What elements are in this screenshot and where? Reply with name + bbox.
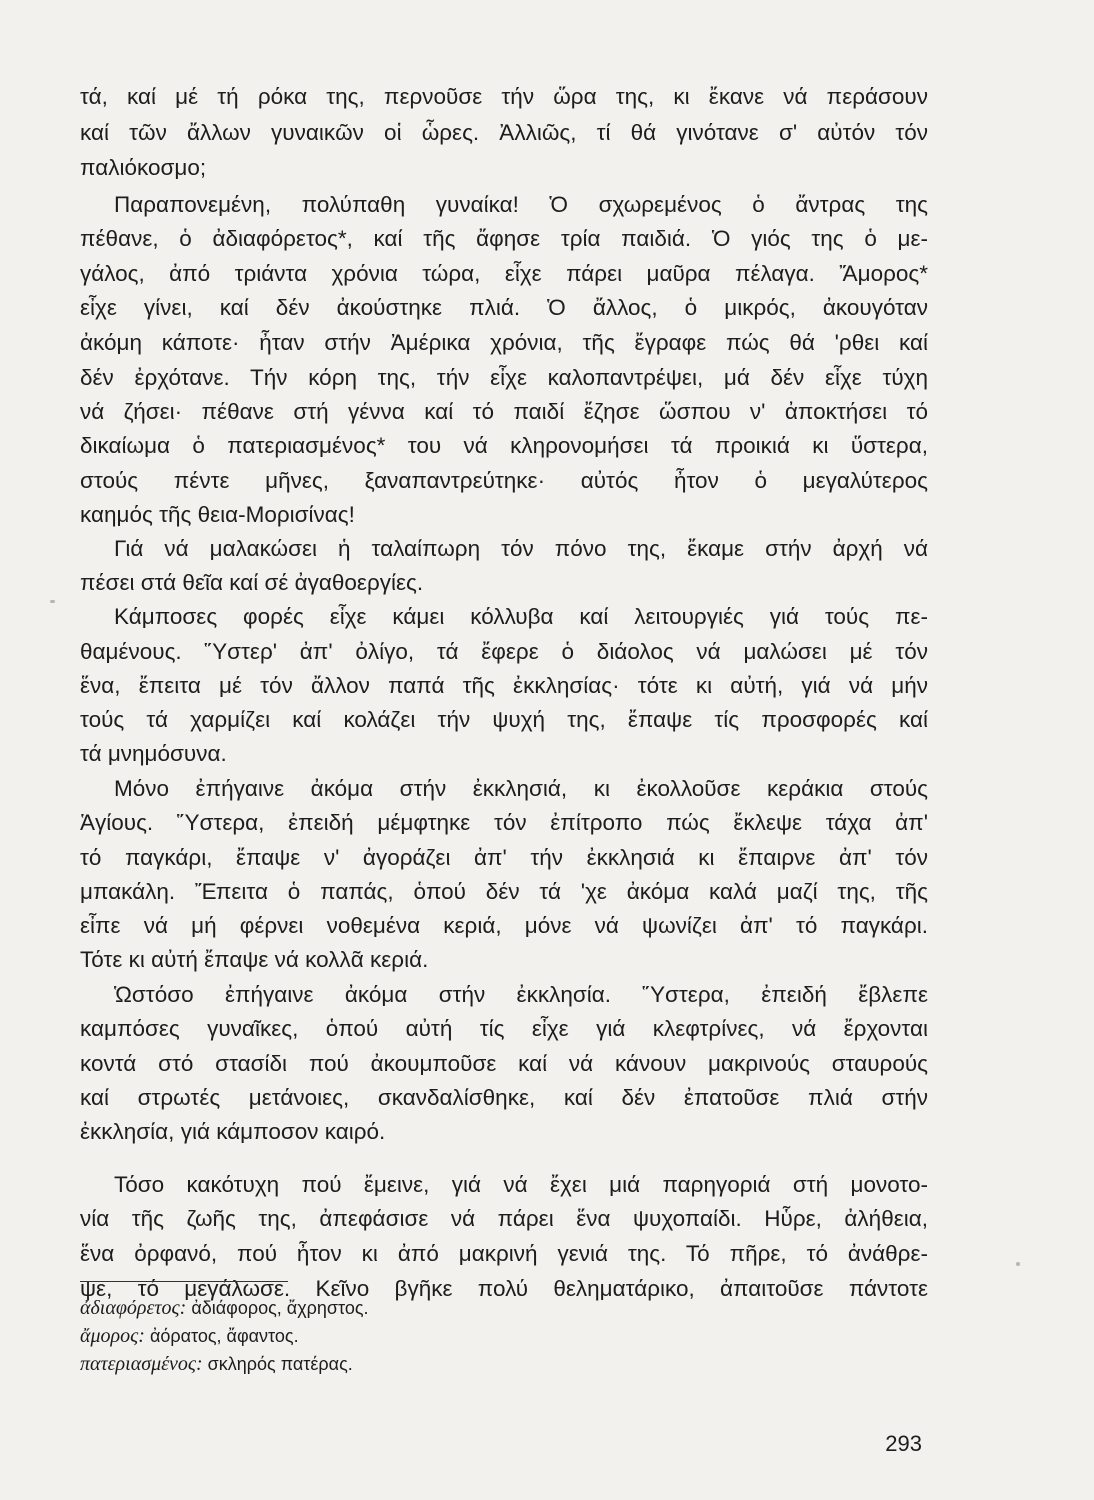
text-line: κοντά στό στασίδι πού ἀκουμποῦσε καί νά κάνουν μακρινούς σταυρούς — [80, 1051, 928, 1076]
page-number: 293 — [885, 1431, 922, 1456]
footnote-term: ἀδιαφόρετος: — [80, 1297, 187, 1319]
text-line: Ἁγίους. Ὕστερα, ἐπειδή μέμφτηκε τόν ἐπίτροπο πώς ἔκλεψε τάχα ἀπ' — [80, 810, 928, 835]
footnote — [80, 1324, 299, 1348]
footnote-term: ἄμορος: — [80, 1325, 145, 1347]
text-line: μπακάλη. Ἔπειτα ὁ παπάς, ὁπού δέν τά 'χε ἀκόμα καλά μαζί της, τῆς — [80, 879, 928, 904]
text-line: εἶπε νά μή φέρνει νοθεμένα κεριά, μόνε νά ψωνίζει ἀπ' τό παγκάρι. — [80, 913, 928, 938]
text-line: Μόνο ἐπήγαινε ἀκόμα στήν ἐκκλησιά, κι ἐκολλοῦσε κεράκια στούς — [114, 776, 928, 801]
footnote-term: πατεριασμένος: — [80, 1353, 203, 1375]
text-line: ἕνα ὀρφανό, πού ἦτον κι ἀπό μακρινή γενιά της. Τό πῆρε, τό ἀνάθρε- — [80, 1241, 928, 1266]
text-line: ἀκόμη κάποτε· ἦταν στήν Ἀμέρικα χρόνια, τῆς ἔγραφε πώς θά 'ρθει καί — [80, 330, 928, 355]
text-line: Τότε κι αὐτή ἔπαψε νά κολλᾶ κεριά. — [80, 947, 429, 972]
text-line: δικαίωμα ὁ πατεριασμένος* του νά κληρονομήσει τά προικιά κι ὕστερα, — [80, 433, 928, 458]
text-line: καμπόσες γυναῖκες, ὁπού αὐτή τίς εἶχε γιά κλεφτρίνες, νά ἔρχονται — [80, 1016, 928, 1041]
text-line: καί στρωτές μετάνοιες, σκανδαλίσθηκε, καί δέν ἐπατοῦσε πλιά στήν — [80, 1085, 928, 1110]
text-line: παλιόκοσμο; — [80, 155, 207, 180]
footnote-definition: ἀδιάφορος, ἄχρηστος. — [191, 1298, 369, 1318]
footnote — [80, 1296, 369, 1320]
text-line: δέν ἐρχότανε. Τήν κόρη της, τήν εἶχε καλοπαντρέψει, μά δέν εἶχε τύχη — [80, 365, 928, 390]
text-line: τούς τά χαρμίζει καί κολάζει τήν ψυχή της, ἔπαψε τίς προσφορές καί — [80, 707, 928, 732]
text-line: γάλος, ἀπό τριάντα χρόνια τώρα, εἶχε πάρει μαῦρα πέλαγα. Ἄμορος* — [80, 261, 928, 286]
text-line: θαμένους. Ὕστερ' ἀπ' ὀλίγο, τά ἔφερε ὁ διάολος νά μαλώσει μέ τόν — [80, 639, 928, 664]
footnote-definition: σκληρός πατέρας. — [207, 1354, 353, 1374]
text-line: ἕνα, ἔπειτα μέ τόν ἄλλον παπά τῆς ἐκκλησίας· τότε κι αὐτή, γιά νά μήν — [80, 673, 928, 698]
text-line: Κάμποσες φορές εἶχε κάμει κόλλυβα καί λειτουργιές γιά τούς πε- — [114, 604, 928, 629]
scan-speck — [1016, 1262, 1020, 1266]
text-line: καημός τῆς θεια-Μορισίνας! — [80, 502, 355, 527]
text-line: Τόσο κακότυχη πού ἔμεινε, γιά νά ἔχει μιά παρηγοριά στή μονοτο- — [114, 1172, 928, 1197]
footnote — [80, 1352, 353, 1376]
text-line: καί τῶν ἄλλων γυναικῶν οἱ ὧρες. Ἀλλιῶς, τί θά γινότανε σ' αὐτόν τόν — [80, 120, 928, 145]
text-line: τά, καί μέ τή ρόκα της, περνοῦσε τήν ὥρα της, κι ἔκανε νά περάσουν — [80, 84, 928, 109]
footnote-divider — [80, 1281, 288, 1282]
text-line: ἐκκλησία, γιά κάμποσον καιρό. — [80, 1119, 386, 1144]
text-line: τό παγκάρι, ἔπαψε ν' ἀγοράζει ἀπ' τήν ἐκκλησιά κι ἔπαιρνε ἀπ' τόν — [80, 845, 928, 870]
text-line: στούς πέντε μῆνες, ξαναπαντρεύτηκε· αὐτός ἦτον ὁ μεγαλύτερος — [80, 468, 928, 493]
text-line: πέθανε, ὁ ἀδιαφόρετος*, καί τῆς ἄφησε τρία παιδιά. Ὁ γιός της ὁ με- — [80, 226, 928, 251]
footnote-definition: ἀόρατος, ἄφαντος. — [149, 1326, 299, 1346]
text-line: Γιά νά μαλακώσει ἡ ταλαίπωρη τόν πόνο της, ἔκαμε στήν ἀρχή νά — [114, 536, 928, 561]
text-line: πέσει στά θεῖα καί σέ ἀγαθοεργίες. — [80, 570, 424, 595]
text-line: νία τῆς ζωῆς της, ἀπεφάσισε νά πάρει ἕνα ψυχοπαίδι. Ηὗρε, ἀλήθεια, — [80, 1206, 928, 1231]
scan-speck — [50, 600, 55, 603]
text-line: νά ζήσει· πέθανε στή γέννα καί τό παιδί ἔζησε ὥσπου ν' ἀποκτήσει τό — [80, 399, 928, 424]
text-line: εἶχε γίνει, καί δέν ἀκούστηκε πλιά. Ὁ ἄλλος, ὁ μικρός, ἀκουγόταν — [80, 295, 928, 320]
text-line: τά μνημόσυνα. — [80, 741, 227, 766]
text-line: ψε, τό μεγάλωσε. Κεῖνο βγῆκε πολύ θεληματάρικο, ἀπαιτοῦσε πάντοτε — [80, 1276, 928, 1301]
text-line: Ὡστόσο ἐπήγαινε ἀκόμα στήν ἐκκλησία. Ὕστερα, ἐπειδή ἔβλεπε — [114, 982, 928, 1007]
text-line: Παραπονεμένη, πολύπαθη γυναίκα! Ὁ σχωρεμένος ὁ ἄντρας της — [114, 192, 928, 217]
